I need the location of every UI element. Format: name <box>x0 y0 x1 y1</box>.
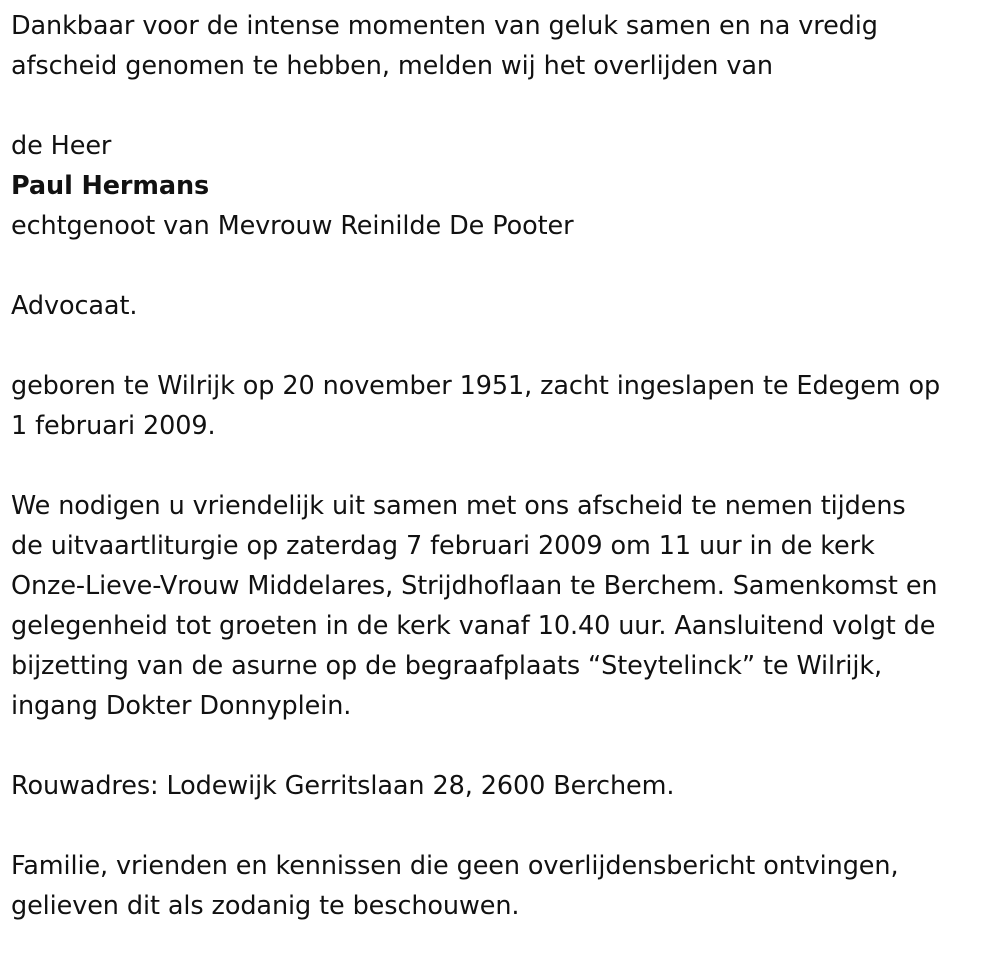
spouse-line: echtgenoot van Mevrouw Reinilde De Pooter <box>11 211 574 241</box>
spacer <box>11 246 996 286</box>
spacer <box>11 446 996 486</box>
spacer <box>11 806 996 846</box>
life-dates: geboren te Wilrijk op 20 november 1951, zacht ingeslapen te Edegem op 1 februari 2009. <box>11 371 941 441</box>
honorific: de Heer <box>11 131 112 161</box>
deceased-name: Paul Hermans <box>11 171 210 201</box>
closing-paragraph: Familie, vrienden en kennissen die geen overlijdensbericht ontvingen, gelieven dit als zodanig te beschouwen. <box>11 851 899 921</box>
spacer <box>11 86 996 126</box>
mourning-address: Rouwadres: Lodewijk Gerritslaan 28, 2600 Berchem. <box>11 771 675 801</box>
spacer <box>11 326 996 366</box>
profession: Advocaat. <box>11 291 138 321</box>
ceremony-paragraph: We nodigen u vriendelijk uit samen met ons afscheid te nemen tijdens de uitvaartliturgie op zaterdag 7 februari 2009 om 11 uur in de kerk Onze-Lieve-Vrouw Middelares, Strijdhoflaan te Berchem. Samenkomst en gelegenheid tot groeten in de kerk vanaf 10.40 uur. Aansluitend volgt de bijzetting van de asurne op de begraafplaats “Steytelinck” te Wilrijk, ingang Dokter Donnyplein. <box>11 491 938 721</box>
obituary-notice <box>11 6 996 926</box>
intro-paragraph: Dankbaar voor de intense momenten van geluk samen en na vredig afscheid genomen te hebben, melden wij het overlijden van <box>11 11 878 81</box>
spacer <box>11 726 996 766</box>
